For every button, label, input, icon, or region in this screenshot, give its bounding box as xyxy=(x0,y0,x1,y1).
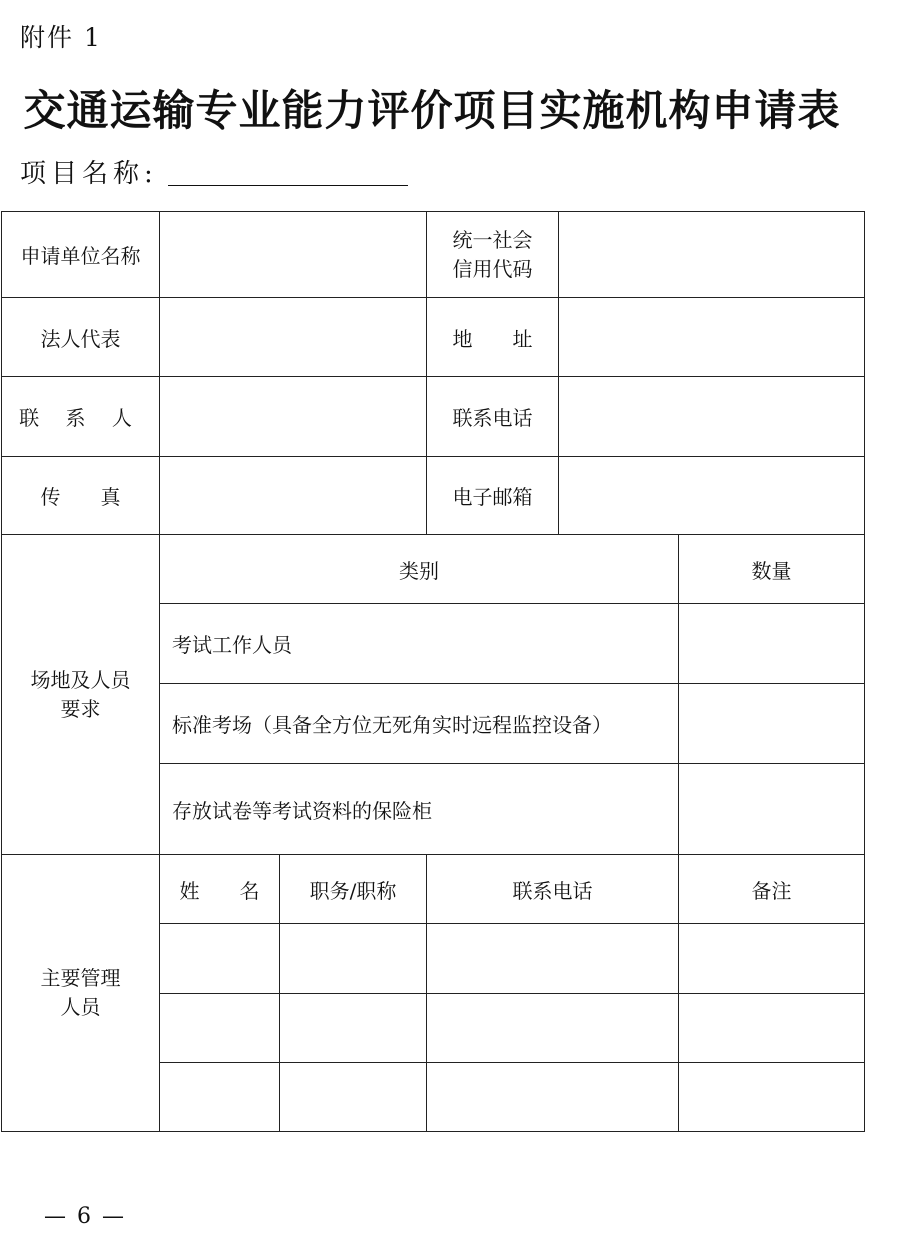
contact-phone-field[interactable] xyxy=(559,377,865,457)
project-name-label: 项目名称: xyxy=(20,159,158,189)
title-header: 职务/职称 xyxy=(280,855,427,924)
quantity-field[interactable] xyxy=(679,764,865,855)
manager-name-field[interactable] xyxy=(160,924,280,994)
credit-code-label xyxy=(427,212,559,298)
legal-rep-field[interactable] xyxy=(160,298,427,377)
row-legal xyxy=(2,298,865,377)
page-title: 交通运输专业能力评价项目实施机构申请表 xyxy=(23,86,841,135)
venue-item-label: 标准考场（具备全方位无死角实时远程监控设备） xyxy=(160,684,679,764)
email-field[interactable] xyxy=(559,457,865,535)
credit-code-label-line1: 统一社会 xyxy=(452,227,533,252)
credit-code-label-line2: 信用代码 xyxy=(452,256,533,281)
venue-item-label: 存放试卷等考试资料的保险柜 xyxy=(160,764,679,855)
manager-title-field[interactable] xyxy=(280,1063,427,1132)
venue-item-label: 考试工作人员 xyxy=(160,604,679,684)
quantity-field[interactable] xyxy=(679,604,865,684)
project-name-field[interactable] xyxy=(168,185,408,186)
address-label: 地 址 xyxy=(427,298,559,377)
managers-section-label xyxy=(2,855,160,1132)
venue-section-label-line1: 场地及人员 xyxy=(30,667,131,692)
manager-remark-field[interactable] xyxy=(679,924,865,994)
email-label: 电子邮箱 xyxy=(427,457,559,535)
venue-section-label xyxy=(2,535,160,855)
manager-remark-field[interactable] xyxy=(679,994,865,1063)
unit-name-label: 申请单位名称 xyxy=(2,212,160,298)
venue-section-label-line2: 要求 xyxy=(60,696,101,721)
managers-section-label-line2: 人员 xyxy=(60,995,101,1019)
manager-title-field[interactable] xyxy=(280,924,427,994)
unit-name-field[interactable] xyxy=(160,212,427,298)
manager-phone-field[interactable] xyxy=(427,994,679,1063)
contact-phone-label: 联系电话 xyxy=(427,377,559,457)
legal-rep-label: 法人代表 xyxy=(2,298,160,377)
contact-label: 联 系 人 xyxy=(2,377,160,457)
credit-code-field[interactable] xyxy=(559,212,865,298)
attachment-label: 附件 1 xyxy=(20,23,102,52)
row-contact xyxy=(2,377,865,457)
application-form-table xyxy=(1,211,865,1132)
quantity-header: 数量 xyxy=(679,535,865,604)
manager-name-field[interactable] xyxy=(160,994,280,1063)
manager-phone-field[interactable] xyxy=(427,1063,679,1132)
fax-label: 传 真 xyxy=(2,457,160,535)
manager-name-field[interactable] xyxy=(160,1063,280,1132)
address-field[interactable] xyxy=(559,298,865,377)
name-header: 姓 名 xyxy=(160,855,280,924)
manager-title-field[interactable] xyxy=(280,994,427,1063)
manager-header-row xyxy=(2,855,865,924)
category-header: 类别 xyxy=(160,535,679,604)
row-unit xyxy=(2,212,865,298)
row-fax xyxy=(2,457,865,535)
page-number: — 6 — xyxy=(44,1204,126,1229)
contact-field[interactable] xyxy=(160,377,427,457)
venue-header-row xyxy=(2,535,865,604)
quantity-field[interactable] xyxy=(679,684,865,764)
manager-phone-field[interactable] xyxy=(427,924,679,994)
manager-remark-field[interactable] xyxy=(679,1063,865,1132)
managers-section-label-line1: 主要管理 xyxy=(40,966,121,990)
remark-header: 备注 xyxy=(679,855,865,924)
manager-phone-header: 联系电话 xyxy=(427,855,679,924)
fax-field[interactable] xyxy=(160,457,427,535)
